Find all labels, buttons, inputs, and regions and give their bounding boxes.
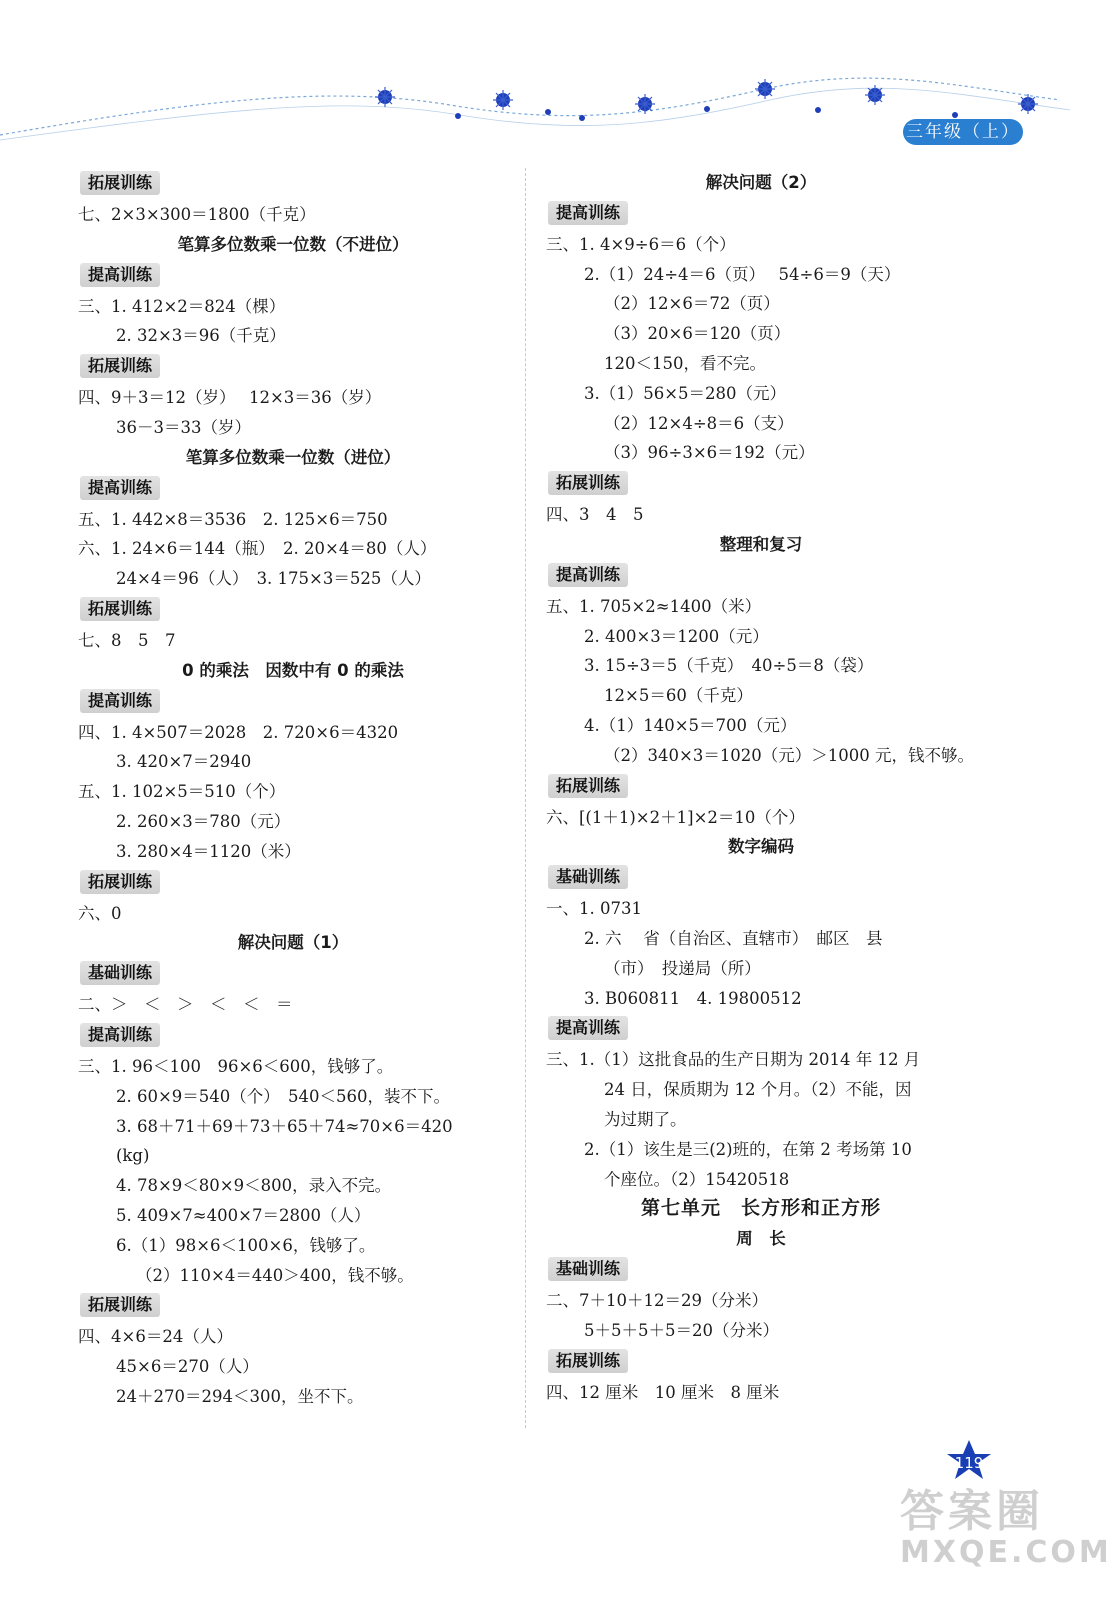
answer-line: 四、3 4 5 [546,505,644,525]
answer-line: 2. 60×9＝540（个） 540＜560，装不下。 [116,1086,451,1106]
answer-line: 36－3＝33（岁） [116,417,251,437]
section-title: 0 的乘法 因数中有 0 的乘法 [182,660,404,680]
section-title: 解决问题（2） [705,173,817,192]
right-column [546,168,976,1407]
answer-line: 一、1. 0731 [546,899,642,919]
section-tag-row [78,958,508,990]
column-divider [525,168,526,1428]
answer-line: 六、[(1＋1)×2＋1]×2＝10（个） [546,807,805,827]
answer-line: 3.（1）56×5＝280（元） [584,383,787,403]
section-tag-row [78,867,508,899]
answer-line: 四、9＋3＝12（岁） 12×3＝36（岁） [78,388,382,408]
answer-line: 3. 68＋71＋69＋73＋65＋74≈70×6＝420 [116,1116,453,1136]
answer-line: 五、1. 705×2≈1400（米） [546,596,762,616]
section-tag-row [78,594,508,626]
answer-line: 24＋270＝294＜300，坐不下。 [116,1386,364,1406]
answer-line: 为过期了。 [604,1109,687,1129]
section-title: 笔算多位数乘一位数（进位） [185,447,401,467]
answer-line: （2）110×4＝440＞400，钱不够。 [136,1265,414,1285]
section-title: 第七单元 长方形和正方形 [640,1197,881,1220]
answer-line: 五、1. 102×5＝510（个） [78,782,286,802]
answer-line: 5. 409×7≈400×7＝2800（人） [116,1205,371,1225]
page-number: 119 [954,1454,984,1472]
section-tag-row [78,1020,508,1052]
left-column [78,168,508,1412]
answer-line: 3. 280×4＝1120（米） [116,841,301,861]
answer-line: 24×4＝96（人） 3. 175×3＝525（人） [116,569,431,589]
section-tag-row [546,198,976,230]
answer-line: 3. B060811 4. 19800512 [584,988,802,1008]
answer-line: 4. 78×9＜80×9＜800，录入不完。 [116,1176,392,1196]
answer-line: 24 日，保质期为 12 个月。（2）不能，因 [604,1080,912,1100]
section-tag-row [78,168,508,200]
answer-line: 七、2×3×300＝1800（千克） [78,205,316,224]
answer-line: 5＋5＋5＋5＝20（分米） [584,1320,779,1340]
section-tag-row [546,862,976,894]
section-tag: 拓展训练 [548,774,628,798]
answer-line: 12×5＝60（千克） [604,686,753,706]
section-tag: 提高训练 [548,201,628,225]
section-tag-row [78,473,508,505]
section-tag: 拓展训练 [548,471,628,495]
section-tag: 提高训练 [80,689,160,713]
section-tag: 提高训练 [80,1023,160,1047]
answer-line: 45×6＝270（人） [116,1357,259,1377]
section-tag: 提高训练 [80,476,160,500]
answer-line: 四、12 厘米 10 厘米 8 厘米 [546,1382,780,1402]
answer-line: 六、0 [78,903,122,923]
answer-line: 三、1. 412×2＝824（棵） [78,296,286,316]
section-tag: 提高训练 [80,263,160,287]
answer-line: 七、8 5 7 [78,630,176,650]
section-tag: 提高训练 [548,563,628,587]
grade-label: 三年级（上） [903,119,1023,145]
section-tag: 拓展训练 [80,1293,160,1317]
section-tag-row [546,560,976,592]
section-tag-row [78,260,508,292]
answer-line: 三、1. 4×9÷6＝6（个） [546,234,736,254]
answer-line: 3. 15÷3＝5（千克） 40÷5＝8（袋） [584,656,874,676]
section-tag-row [546,1346,976,1378]
section-tag-row [78,686,508,718]
answer-line: 6.（1）98×6＜100×6，钱够了。 [116,1235,376,1255]
answer-line: 四、1. 4×507＝2028 2. 720×6＝4320 [78,722,399,742]
section-tag: 基础训练 [548,865,628,889]
answer-line: (kg) [116,1146,150,1166]
section-title: 整理和复习 [719,534,803,554]
section-title: 笔算多位数乘一位数（不进位） [177,234,409,254]
section-tag: 拓展训练 [80,171,160,195]
answer-line: （3）96÷3×6＝192（元） [604,443,815,463]
section-tag-row [546,1254,976,1286]
section-tag: 拓展训练 [80,870,160,894]
answer-line: 五、1. 442×8＝3536 2. 125×6＝750 [78,509,388,529]
section-tag-row [78,1290,508,1322]
section-tag: 基础训练 [548,1257,628,1281]
section-title: 周 长 [736,1229,786,1249]
section-tag: 拓展训练 [548,1349,628,1373]
answer-line: 4.（1）140×5＝700（元） [584,715,797,735]
answer-line: 120＜150，看不完。 [604,353,766,373]
answer-line: （市） 投递局（所） [604,958,761,978]
section-tag-row [546,468,976,500]
section-title: 数字编码 [728,837,794,857]
answer-line: （2）340×3＝1020（元）＞1000 元，钱不够。 [604,745,975,765]
section-title: 解决问题（1） [237,933,349,953]
page-number-star-icon [946,1440,992,1480]
section-tag: 拓展训练 [80,597,160,621]
section-tag-row [546,1013,976,1045]
answer-line: （3）20×6＝120（页） [604,324,791,344]
answer-line: 2. 400×3＝1200（元） [584,626,769,646]
section-tag-row [546,771,976,803]
section-tag: 基础训练 [80,961,160,985]
answer-line: 四、4×6＝24（人） [78,1327,233,1347]
answer-line: 三、1.（1）这批食品的生产日期为 2014 年 12 月 [546,1050,921,1070]
answer-line: 2. 32×3＝96（千克） [116,326,286,346]
answer-line: 二、7＋10＋12＝29（分米） [546,1290,768,1310]
section-tag: 拓展训练 [80,354,160,378]
watermark-line1: 答案圈 [900,1486,1044,1537]
answer-line: （2）12×6＝72（页） [604,294,780,314]
section-tag-row [78,351,508,383]
answer-line: 二、＞ ＜ ＞ ＜ ＜ ＝ [78,995,293,1015]
answer-line: 2. 260×3＝780（元） [116,811,291,831]
answer-line: 2. 六 省（自治区、直辖市） 邮区 县 [584,928,883,948]
answer-line: 个座位。（2）15420518 [604,1169,790,1189]
watermark-line2: MXQE.COM [900,1535,1112,1570]
answer-line: （2）12×4÷8＝6（支） [604,413,794,433]
answer-line: 三、1. 96＜100 96×6＜600，钱够了。 [78,1056,394,1076]
answer-line: 2.（1）该生是三(2)班的，在第 2 考场第 10 [584,1139,912,1159]
answer-line: 2.（1）24÷4＝6（页） 54÷6＝9（天） [584,264,901,284]
section-tag: 提高训练 [548,1016,628,1040]
watermark [900,1475,1112,1570]
answer-line: 六、1. 24×6＝144（瓶） 2. 20×4＝80（人） [78,539,437,559]
answer-line: 3. 420×7＝2940 [116,752,252,772]
